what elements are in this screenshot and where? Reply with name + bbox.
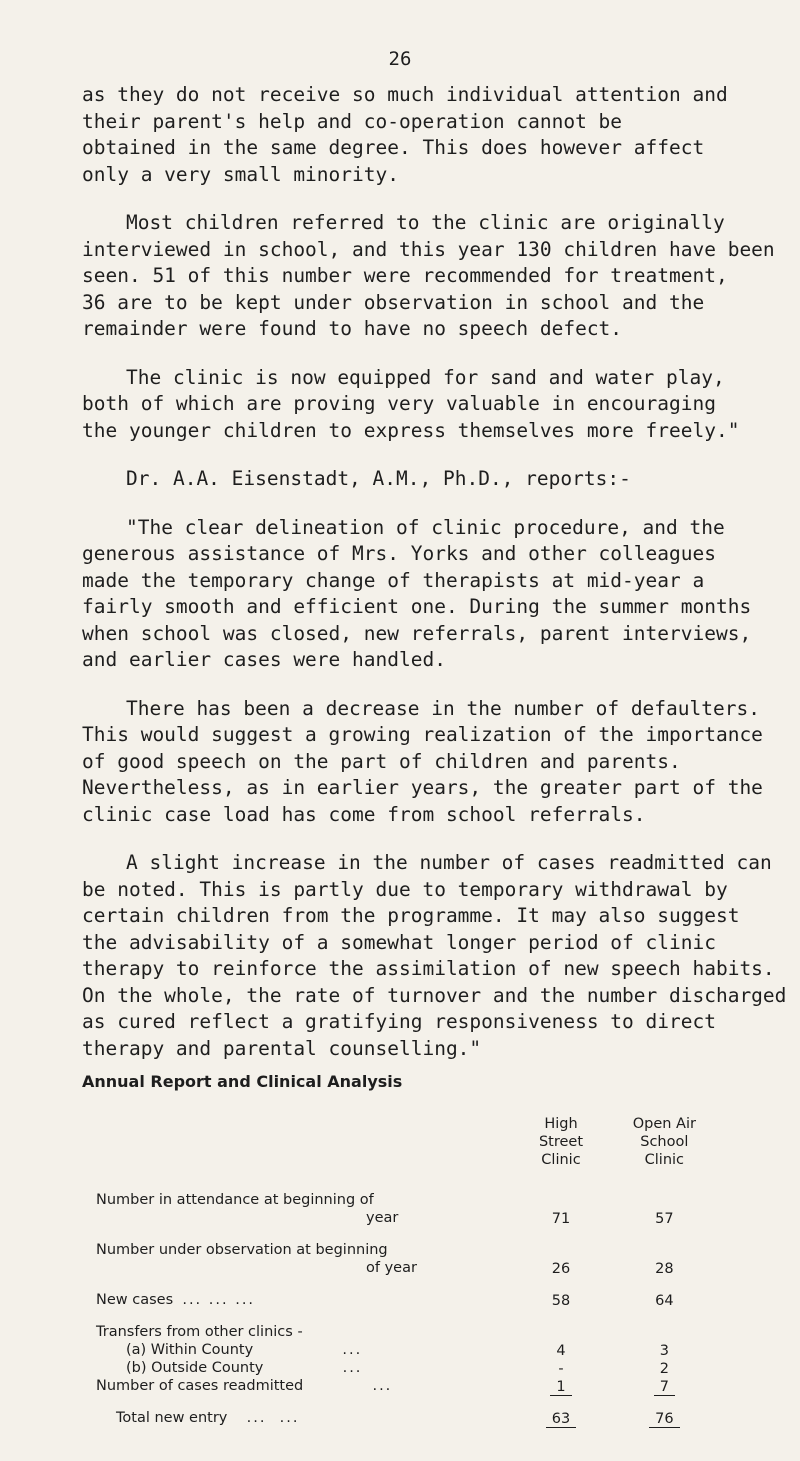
- table-row: [96, 1291, 716, 1309]
- text-line: and earlier cases were handled.: [82, 648, 446, 671]
- text-line: be noted. This is partly due to temporary withdrawal by: [82, 877, 728, 901]
- row-label: Transfers from other clinics -: [96, 1324, 303, 1340]
- cell-high-street: 1: [509, 1377, 612, 1395]
- clinical-analysis-table: [96, 1115, 716, 1427]
- text-line: generous assistance of Mrs. Yorks and other colleagues: [82, 542, 716, 565]
- text-line: Nevertheless, as in earlier years, the greater part of the: [82, 776, 763, 799]
- cell-high-street: 58: [551, 1293, 571, 1309]
- text-line: Most children referred to the clinic are originally: [126, 211, 725, 234]
- text-line: On the whole, the rate of turnover and the number discharged: [82, 983, 787, 1007]
- row-label: Total new entry ... ...: [116, 1410, 300, 1426]
- paragraph: [82, 850, 787, 1062]
- text-line: A slight increase in the number of cases readmitted can: [126, 851, 772, 874]
- text-line: seen. 51 of this number were recommended for treatment,: [82, 264, 728, 287]
- text-line: There has been a decrease in the number of defaulters.: [126, 696, 760, 720]
- row-label: Number in attendance at beginning of year: [96, 1192, 399, 1226]
- cell-open-air: 7: [613, 1377, 716, 1395]
- text-line: as cured reflect a gratifying responsiveness to direct: [82, 1010, 716, 1033]
- text-line: as they do not receive so much individual attention and: [82, 83, 728, 106]
- table-row: [96, 1241, 716, 1277]
- row-label: (a) Within County ...: [126, 1342, 363, 1358]
- column-header-open-air: Open Air School Clinic: [632, 1116, 696, 1168]
- table-row: [96, 1377, 716, 1395]
- cell-open-air: 3: [659, 1343, 669, 1359]
- paragraph: [82, 696, 772, 829]
- paragraph: [82, 365, 772, 445]
- text-line: therapy to reinforce the assimilation of new speech habits.: [82, 957, 775, 980]
- text-line: This would suggest a growing realization of the importance: [82, 723, 763, 746]
- cell-open-air: 57: [655, 1211, 674, 1227]
- cell-high-street: 26: [551, 1261, 571, 1277]
- text-line: fairly smooth and efficient one. During the summer months: [82, 595, 752, 618]
- paragraph: [82, 466, 772, 493]
- text-line: obtained in the same degree. This does however affect: [82, 136, 705, 159]
- table-header-row: [96, 1115, 716, 1169]
- cell-high-street: -: [558, 1361, 564, 1377]
- row-label: New cases ... ... ...: [96, 1292, 256, 1308]
- cell-open-air: 28: [655, 1261, 674, 1277]
- text-line: the younger children to express themselves more freely.": [82, 418, 740, 442]
- text-line: remainder were found to have no speech defect.: [82, 317, 623, 340]
- table-row: [96, 1359, 716, 1377]
- text-line: certain children from the programme. It may also suggest: [82, 904, 740, 927]
- column-header-high-street: High Street Clinic: [538, 1116, 584, 1168]
- text-line: therapy and parental counselling.": [82, 1036, 482, 1060]
- paragraph: [82, 82, 772, 188]
- cell-high-street-total: 63: [509, 1409, 612, 1427]
- row-label: Number of cases readmitted ...: [96, 1378, 393, 1394]
- text-line: clinic case load has come from school referrals.: [82, 802, 646, 826]
- text-line: of good speech on the part of children and parents.: [82, 749, 681, 773]
- row-label: (b) Outside County ...: [126, 1360, 363, 1376]
- table-row-total: [96, 1409, 716, 1427]
- text-line: both of which are proving very valuable in encouraging: [82, 392, 716, 415]
- text-line: their parent's help and co-operation cannot be: [82, 109, 623, 133]
- cell-high-street: 4: [556, 1343, 566, 1359]
- paragraph: [82, 210, 775, 343]
- text-line: The clinic is now equipped for sand and water play,: [126, 365, 725, 389]
- text-line: interviewed in school, and this year 130 children have been: [82, 237, 775, 261]
- section-heading: Annual Report and Clinical Analysis: [82, 1072, 403, 1091]
- text-line: 36 are to be kept under observation in school and the: [82, 290, 705, 314]
- table-row: [96, 1341, 716, 1359]
- text-line: made the temporary change of therapists at mid-year a: [82, 568, 705, 592]
- cell-open-air: 64: [655, 1293, 674, 1309]
- text-line: the advisability of a somewhat longer period of clinic: [82, 930, 716, 954]
- cell-high-street: 71: [551, 1211, 571, 1227]
- table-row: [96, 1323, 716, 1341]
- table-row: [96, 1191, 716, 1227]
- row-label: Number under observation at beginning of year: [96, 1242, 417, 1276]
- text-line: "The clear delineation of clinic procedure, and the: [126, 515, 725, 539]
- text-line: only a very small minority.: [82, 162, 399, 186]
- text-line: Dr. A.A. Eisenstadt, A.M., Ph.D., reports:-: [126, 467, 631, 490]
- text-line: when school was closed, new referrals, parent interviews,: [82, 621, 752, 645]
- paragraph: [82, 515, 772, 674]
- cell-open-air-total: 76: [613, 1409, 716, 1427]
- cell-open-air: 2: [659, 1361, 669, 1377]
- body-text: [82, 82, 787, 1084]
- page-number: 26: [388, 48, 412, 70]
